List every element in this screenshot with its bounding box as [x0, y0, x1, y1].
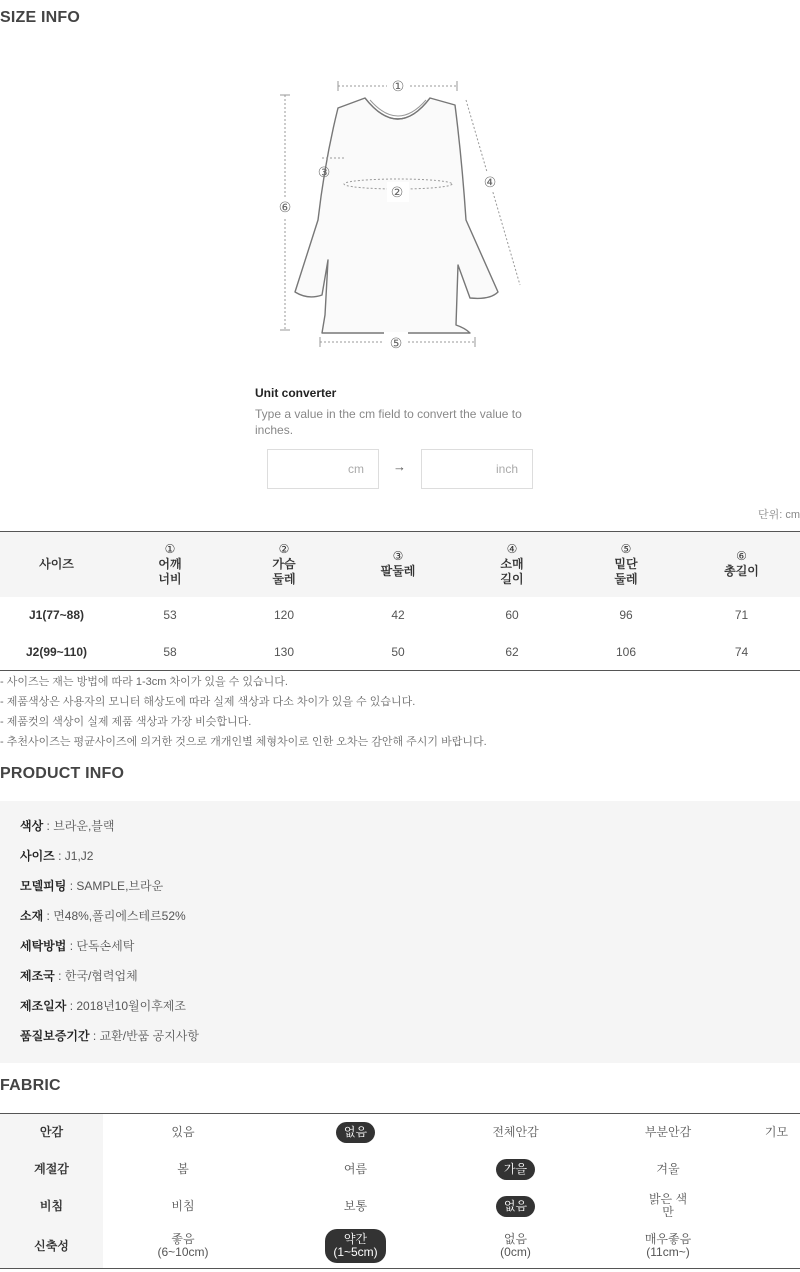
table-cell: 62	[505, 644, 519, 659]
table-row	[0, 634, 800, 671]
fabric-option-cell	[263, 1188, 448, 1225]
size-header-length: ⑥ 총길이	[683, 532, 800, 597]
fabric-option-cell	[103, 1151, 263, 1188]
size-info-title: SIZE INFO	[0, 9, 81, 26]
fabric-option: 기모	[764, 1124, 789, 1139]
fabric-option-cell	[448, 1188, 583, 1225]
note-item: - 제품컷의 색상이 실제 제품 색상과 가장 비슷합니다.	[0, 716, 252, 728]
note-item: - 추천사이즈는 평균사이즈에 의거한 것으로 개개인별 체형차이로 인한 오차는 감안해 주시기 바랍니다.	[0, 736, 487, 748]
fabric-option: 밝은 색 만	[648, 1192, 688, 1219]
fabric-option-cell	[263, 1151, 448, 1188]
table-cell: 53	[163, 608, 177, 622]
fabric-option-cell	[753, 1151, 800, 1188]
fabric-option-cell	[263, 1225, 448, 1269]
table-cell: 120	[273, 608, 295, 622]
fabric-row-label: 비침	[0, 1188, 103, 1225]
size-notes	[0, 672, 487, 752]
convert-arrow-icon: →	[393, 459, 406, 474]
fabric-option-cell	[583, 1151, 753, 1188]
table-cell: 130	[273, 644, 295, 659]
fabric-title: FABRIC	[0, 1077, 61, 1094]
size-header-chest: ② 가슴 둘레	[227, 532, 341, 597]
size-header-sleeve: ④ 소매 길이	[455, 532, 569, 597]
info-row-warranty: 품질보증기간 : 교환/반품 공지사항	[20, 1029, 199, 1043]
fabric-option-selected: 가을	[496, 1159, 535, 1180]
fabric-option-selected: 없음	[496, 1196, 535, 1217]
fabric-option: 없음 (0cm)	[500, 1232, 531, 1260]
size-header-hem: ⑤ 밑단 둘레	[569, 532, 683, 597]
fabric-option-cell	[583, 1225, 753, 1269]
fabric-row	[0, 1151, 800, 1188]
garment-size-diagram	[270, 70, 530, 360]
fabric-option-cell	[103, 1114, 263, 1151]
note-item: - 제품색상은 사용자의 모니터 해상도에 따라 실제 색상과 다소 차이가 있을 수 있습니다.	[0, 696, 416, 708]
table-cell: 60	[505, 608, 519, 622]
fabric-option-cell	[103, 1188, 263, 1225]
fabric-option-cell	[583, 1114, 753, 1151]
fabric-option-cell	[753, 1188, 800, 1225]
info-row-material: 소재 : 면48%,폴리에스테르52%	[20, 909, 186, 923]
fabric-option-cell	[753, 1114, 800, 1151]
info-row-color: 색상 : 브라운,블랙	[20, 819, 115, 833]
fabric-row	[0, 1114, 800, 1151]
fabric-option: 보통	[343, 1198, 368, 1213]
table-cell: 71	[734, 608, 749, 622]
marker-6: ⑥	[278, 200, 292, 216]
note-item: - 사이즈는 재는 방법에 따라 1-3cm 차이가 있을 수 있습니다.	[0, 676, 288, 688]
table-row	[0, 597, 800, 634]
size-header-arm: ③ 팔둘레	[341, 532, 455, 597]
fabric-option: 겨울	[656, 1161, 680, 1176]
fabric-option-cell	[448, 1151, 583, 1188]
unit-converter-description: Type a value in the cm field to convert the value to inches.	[255, 407, 522, 437]
size-table	[0, 531, 800, 671]
fabric-row-label: 안감	[0, 1114, 103, 1151]
fabric-option-cell	[753, 1225, 800, 1269]
garment-outline	[295, 98, 498, 333]
fabric-row-label: 신축성	[0, 1225, 103, 1269]
fabric-option-cell	[583, 1188, 753, 1225]
fabric-option: 매우좋음 (11cm~)	[644, 1232, 692, 1260]
fabric-row-label: 계절감	[0, 1151, 103, 1188]
table-cell: 74	[734, 644, 749, 659]
size-cell: J1(77~88)	[28, 608, 85, 622]
size-cell: J2(99~110)	[25, 644, 88, 659]
info-row-model-fitting: 모델피팅 : SAMPLE,브라운	[20, 879, 164, 893]
unit-label: 단위: cm	[757, 509, 800, 521]
marker-3: ③	[317, 165, 331, 181]
marker-1: ①	[391, 79, 405, 95]
marker-5: ⑤	[389, 336, 403, 352]
info-row-size: 사이즈 : J1,J2	[20, 849, 94, 863]
fabric-option: 비침	[171, 1198, 195, 1213]
fabric-option: 있음	[171, 1124, 195, 1139]
fabric-option: 좋음 (6~10cm)	[157, 1232, 209, 1260]
product-info-box	[0, 801, 800, 1063]
unit-converter-title: Unit converter	[255, 386, 337, 400]
table-cell: 96	[619, 608, 633, 622]
cm-input[interactable]: cm	[267, 449, 379, 489]
fabric-option-cell	[103, 1225, 263, 1269]
fabric-row	[0, 1225, 800, 1269]
size-header-shoulder: ① 어깨 너비	[113, 532, 227, 597]
table-cell: 106	[615, 644, 637, 659]
fabric-option: 부분안감	[644, 1124, 692, 1139]
fabric-option: 여름	[343, 1161, 368, 1176]
fabric-row	[0, 1188, 800, 1225]
fabric-option-cell	[263, 1114, 448, 1151]
info-row-manufacture-date: 제조일자 : 2018년10월이후제조	[20, 999, 186, 1013]
marker-4: ④	[483, 175, 497, 191]
table-cell: 58	[163, 644, 177, 659]
fabric-table	[0, 1113, 800, 1269]
fabric-option-selected: 없음	[336, 1122, 375, 1143]
info-row-country: 제조국 : 한국/협력업체	[20, 969, 138, 983]
fabric-option-cell	[448, 1114, 583, 1151]
inch-output[interactable]: inch	[421, 449, 533, 489]
fabric-option: 전체안감	[492, 1124, 539, 1139]
table-cell: 50	[391, 644, 405, 659]
fabric-option-cell	[448, 1225, 583, 1269]
size-column-header: 사이즈	[0, 532, 113, 597]
marker-2: ②	[390, 185, 404, 201]
fabric-option-selected: 약간 (1~5cm)	[325, 1229, 385, 1263]
fabric-option: 봄	[177, 1161, 189, 1176]
info-row-washing: 세탁방법 : 단독손세탁	[20, 939, 135, 953]
table-cell: 42	[391, 608, 405, 622]
product-info-title: PRODUCT INFO	[0, 765, 125, 782]
